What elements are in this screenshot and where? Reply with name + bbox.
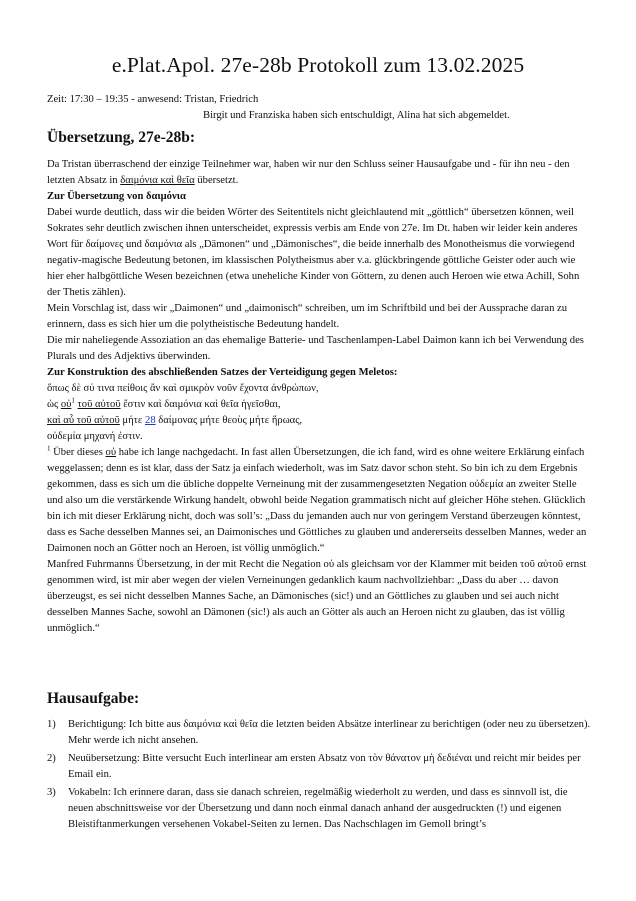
greek-ou-underlined: οὐ (60, 399, 72, 410)
subheading-daimonia-greek: δαιμόνια (145, 191, 186, 202)
subheading-daimonia-label: Zur Übersetzung von (47, 191, 146, 202)
greek-line-2-post: ἔστιν καὶ δαιμόνια καὶ θεῖα ἡγεῖσθαι, (120, 399, 281, 410)
paragraph-daimonia-meaning: Dabei wurde deutlich, dass wir die beiden Wörter des Seitentitels nicht gleichlautend mit „göttlich“ übersetzen können, weil Sokrates sehr deutlich zwischen ihnen unterscheidet, expressis verbis am Ende von 27e. Im Dt. haben wir leider kein anderes Wort für δαίμονες und δαιμόνια als „Dämonen“ und „Dämonisches“, die beide innerhalb des Monotheismus die vorwiegend negativ-magische Bedeutung betonen, im klassischen Polytheismus aber v.a. glückbringende göttliche Geister oder auch wie hier eher halbgöttliche Wesen bezeichnen (etwa uneheliche Kinder von Göttern, zu denen auch Heroen wie etwa Achill, Sohn der Thetis zählen). (47, 207, 580, 298)
homework-item-number: 3) (47, 787, 56, 798)
greek-line-3-post: δαίμονας μήτε θεοὺς μήτε ἥρωας, (155, 415, 303, 426)
greek-line-2 (47, 397, 592, 413)
homework-list (47, 717, 592, 835)
intro-text-b: übersetzt. (194, 175, 239, 186)
intro-text-a: Da Tristan überraschend der einzige Teilnehmer war, haben wir nur den Schluss seiner Hausaufgabe und - für ihn neu - den letzten Absatz in (47, 159, 570, 186)
paragraph-proposal: Mein Vorschlag ist, dass wir „Daimonen“ und „daimonisch“ schreiben, um im Schriftbild und bei der Aussprache daran zu erinnern, dass es sich hier um die polytheistische Bedeutung handelt. (47, 303, 568, 330)
homework-item-text-a: Vokabeln: Ich erinnere daran, dass sie danach schreien, regelmäßig wiederholt zu werden, und dass es sinnvoll ist, die neuen abschnittsweise vor der Übersetzung und dann noch einmal danach anhand der ausgedruckten (!) und eigenen Bleistiftanmerkungen versehenen Vokabel-Seiten zu lernen. Das Nachschlagen im Gemoll bringt’s (68, 787, 568, 830)
greek-line-2-pre: ὡς (47, 399, 61, 410)
footnote-ou-underlined: οὐ (105, 447, 117, 458)
homework-item (47, 751, 592, 783)
homework-item-greek: τὸν θάνατον μὴ δεδιέναι (368, 753, 473, 764)
page-28-link[interactable]: 28 (145, 415, 156, 426)
footnote-paragraph (47, 445, 592, 557)
homework-item-number: 1) (47, 719, 56, 730)
footnote-text-a: Über dieses (50, 447, 106, 458)
homework-item-text-b: die letzten beiden Absätze interlinear zu berichtigen (oder neu zu übersetzen). Mehr werde ich nicht ansehen. (68, 719, 591, 746)
greek-line-3 (47, 413, 592, 429)
translation-section-body (47, 157, 592, 637)
homework-item-number: 2) (47, 753, 56, 764)
homework-item-text-a: Berichtigung: Ich bitte aus (68, 719, 184, 730)
homework-item (47, 785, 592, 833)
greek-line-4: οὐδεμία μηχανή ἐστιν. (47, 431, 143, 442)
greek-line-3-mid: μήτε (119, 415, 146, 426)
paragraph-fuhrmann: Manfred Fuhrmanns Übersetzung, in der mit Recht die Negation οὐ als gleichsam vor der Klammer mit beiden τοῦ αὐτοῦ ernst genommen wird, ist mir aber wegen der vielen Verneinungen gedanklich kaum nachvollziehbar: „Dass du aber … davon überzeugst, es sei nicht desselben Mannes Sache, an Dämonisches (sic!) und an Göttliches zu glauben und sei auch nicht desselben Mannes Sache, sowohl an Dämonen (sic!) als auch an Götter als auch an Heroen nicht zu glauben, das ist völlig unmöglich.“ (47, 559, 587, 634)
intro-greek-underlined: δαιμόνια καὶ θεῖα (120, 175, 195, 186)
subheading-daimonia (47, 189, 592, 205)
intro-paragraph (47, 157, 592, 189)
greek-line-1: ὅπως δὲ σύ τινα πείθοις ἂν καὶ σμικρὸν νοῦν ἔχοντα ἀνθρώπων, (47, 383, 319, 394)
section-heading-translation: Übersetzung, 27e-28b: (47, 129, 196, 146)
section-heading-homework: Hausaufgabe: (47, 690, 140, 707)
footnote-marker: 1 (71, 396, 75, 405)
greek-tou-autou-underlined: τοῦ αὐτοῦ (77, 399, 121, 410)
meta-time-attendees: Zeit: 17:30 – 19:35 - anwesend: Tristan, Friedrich (47, 94, 259, 105)
page-title: e.Plat.Apol. 27e-28b Protokoll zum 13.02.2025 (111, 53, 525, 77)
footnote-text-b: habe ich lange nachgedacht. In fast allen Übersetzungen, die ich fand, wird es ohne weitere Erklärung einfach weggelassen; denn es ist klar, dass der Satz ja einfach wiederholt, was im Satz davor schon steht. So bin ich zu dem Ergebnis gekommen, dass es sich um die übliche doppelte Verneinung mit der zusammengesetzten Negation οὐδεμία an zweiter Stelle und also um die verstärkende Wirkung handelt, obwohl beide Negation grammatisch nicht auf gleicher Höhe stehen. Glücklich bin ich mit dieser Erklärung nicht, doch was soll’s: „Dass du jemanden auch nur von geringem Verstand überzeugen könntest, dass es Sache desselben Mannes sei, an Daimonisches und Göttliches zu glauben und andererseits desselben Mannes, weder an Daimonen noch an Götter noch an Heroen, ist völlig unmöglich.“ (47, 447, 587, 554)
subheading-construction: Zur Konstruktion des abschließenden Satzes der Verteidigung gegen Meletos: (47, 367, 398, 378)
paragraph-association: Die mir naheliegende Assoziation an das ehemalige Batterie- und Taschenlampen-Label Daimon kann ich bei Verwendung des Plurals und des Adjektivs überwinden. (47, 335, 584, 362)
homework-item (47, 717, 592, 749)
meta-absences: Birgit und Franziska haben sich entschuldigt, Alina hat sich abgemeldet. (203, 110, 510, 121)
homework-item-text-a: Neuübersetzung: Bitte versucht Euch interlinear am ersten Absatz von (68, 753, 369, 764)
greek-kai-au-underlined: καὶ αὖ τοῦ αὐτοῦ (47, 415, 120, 426)
homework-item-greek: δαιμόνια καὶ θεῖα (183, 719, 258, 730)
footnote-number: 1 (47, 444, 51, 453)
homework-item-text-b: und reicht mir beides per Email ein. (68, 753, 581, 780)
